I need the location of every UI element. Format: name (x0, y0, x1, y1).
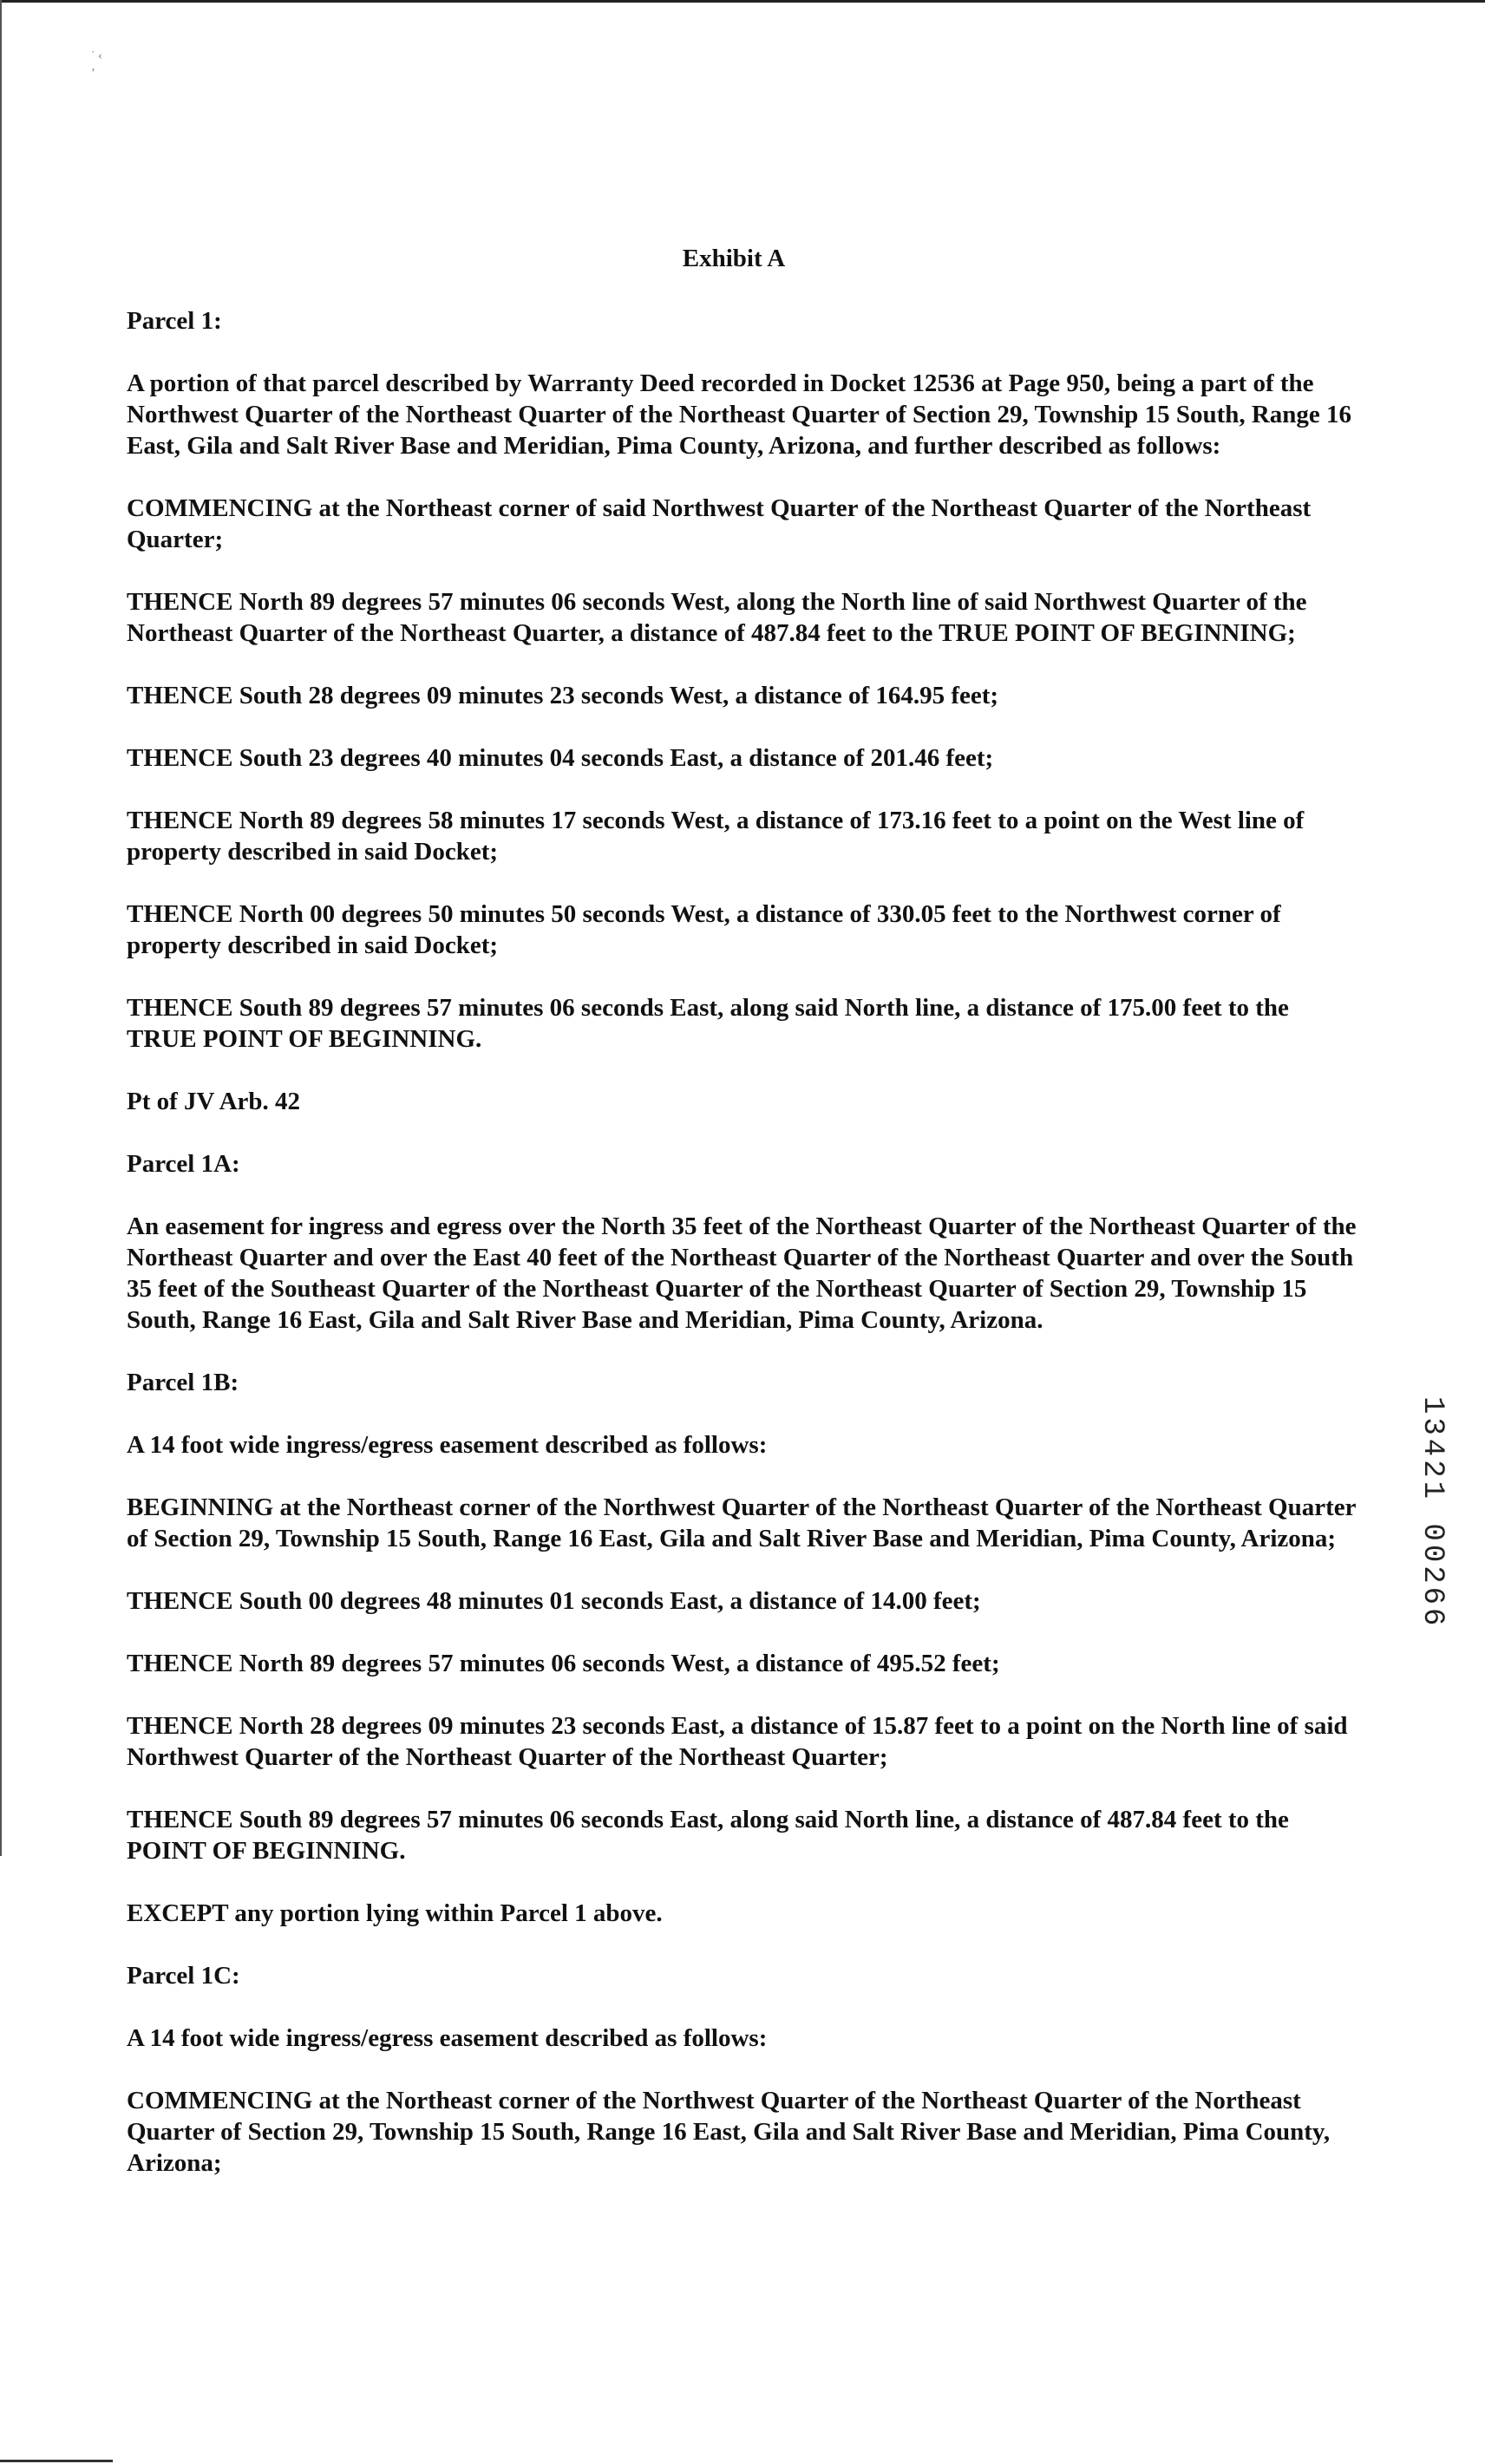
scan-specks: ˙ ‹ ’ (91, 49, 102, 80)
parcel-1c-commencing: COMMENCING at the Northeast corner of the Northwest Quarter of the Northeast Quarter of the Northeast Quarter of Section 29, Township 15 South, Range 16 East, Gila and Salt River Base and Meridian, Pima County, Arizona; (127, 2087, 1331, 2177)
parcel-1b-call-1: THENCE South 00 degrees 48 minutes 01 seconds East, a distance of 14.00 feet; (127, 1587, 981, 1615)
parcel-1b-call-3: THENCE North 28 degrees 09 minutes 23 seconds East, a distance of 15.87 feet to a point on the North line of said Northwest Quarter of the Northeast Quarter of the Northeast Quarter; (127, 1712, 1348, 1771)
parcel-1a-description: An easement for ingress and egress over the North 35 feet of the Northeast Quarter of the Northeast Quarter of the Northeast Quarter and over the East 40 feet of the Northeast Quarter of the Northeast Quarter and over the South 35 feet of the Southeast Quarter of the Northeast Quarter of the Northeast Quarter of Section 29, Township 15 South, Range 16 East, Gila and Salt River Base and Meridian, Pima County, Arizona. (127, 1212, 1357, 1334)
recording-stamp-number: 13421 00266 (1416, 1396, 1449, 1630)
parcel-1c-intro: A 14 foot wide ingress/egress easement described as follows: (127, 2024, 768, 2052)
parcel-1-call-5: THENCE North 00 degrees 50 minutes 50 seconds West, a distance of 330.05 feet to the Northwest corner of property described in said Docket; (127, 900, 1281, 959)
top-scan-edge (0, 0, 1485, 3)
exhibit-title: Exhibit A (682, 245, 786, 272)
parcel-1a-heading: Parcel 1A: (127, 1150, 240, 1178)
parcel-1-commencing: COMMENCING at the Northeast corner of said Northwest Quarter of the Northeast Quarter of the Northeast Quarter; (127, 494, 1312, 553)
parcel-1b-call-2: THENCE North 89 degrees 57 minutes 06 seconds West, a distance of 495.52 feet; (127, 1650, 1000, 1677)
recording-stamp (1416, 1396, 1475, 1639)
parcel-1-call-2: THENCE South 28 degrees 09 minutes 23 seconds West, a distance of 164.95 feet; (127, 682, 999, 709)
parcel-1-description: A portion of that parcel described by Warranty Deed recorded in Docket 12536 at Page 950, being a part of the Northwest Quarter of the Northeast Quarter of the Northeast Quarter of Section 29, Township 15 South, Range 16 East, Gila and Salt River Base and Meridian, Pima County, Arizona, and further described as follows: (127, 369, 1352, 460)
bottom-scan-edge (0, 2460, 113, 2462)
parcel-1-reference: Pt of JV Arb. 42 (127, 1088, 301, 1115)
parcel-1b-intro: A 14 foot wide ingress/egress easement described as follows: (127, 1431, 768, 1459)
parcel-1c-heading: Parcel 1C: (127, 1962, 240, 1990)
parcel-1-call-3: THENCE South 23 degrees 40 minutes 04 seconds East, a distance of 201.46 feet; (127, 744, 994, 772)
parcel-1-call-1: THENCE North 89 degrees 57 minutes 06 seconds West, along the North line of said Northwest Quarter of the Northeast Quarter of the Northeast Quarter, a distance of 487.84 feet to the TRUE POINT OF BEGINNING; (127, 588, 1307, 647)
left-scan-edge (0, 0, 2, 1856)
parcel-1b-exception: EXCEPT any portion lying within Parcel 1 above. (127, 1899, 663, 1927)
parcel-1b-call-4: THENCE South 89 degrees 57 minutes 06 seconds East, along said North line, a distance of 487.84 feet to the POINT OF BEGINNING. (127, 1806, 1289, 1865)
parcel-1-heading: Parcel 1: (127, 307, 222, 335)
parcel-1b-beginning: BEGINNING at the Northeast corner of the Northwest Quarter of the Northeast Quarter of the Northeast Quarter of Section 29, Township 15 South, Range 16 East, Gila and Salt River Base and Meridian, Pima County, Arizona; (127, 1493, 1356, 1552)
parcel-1-call-4: THENCE North 89 degrees 58 minutes 17 seconds West, a distance of 173.16 feet to a point on the West line of property described in said Docket; (127, 807, 1305, 866)
parcel-1-call-6: THENCE South 89 degrees 57 minutes 06 seconds East, along said North line, a distance of 175.00 feet to the TRUE POINT OF BEGINNING. (127, 994, 1289, 1053)
document-body (127, 243, 1358, 2210)
parcel-1b-heading: Parcel 1B: (127, 1369, 239, 1396)
